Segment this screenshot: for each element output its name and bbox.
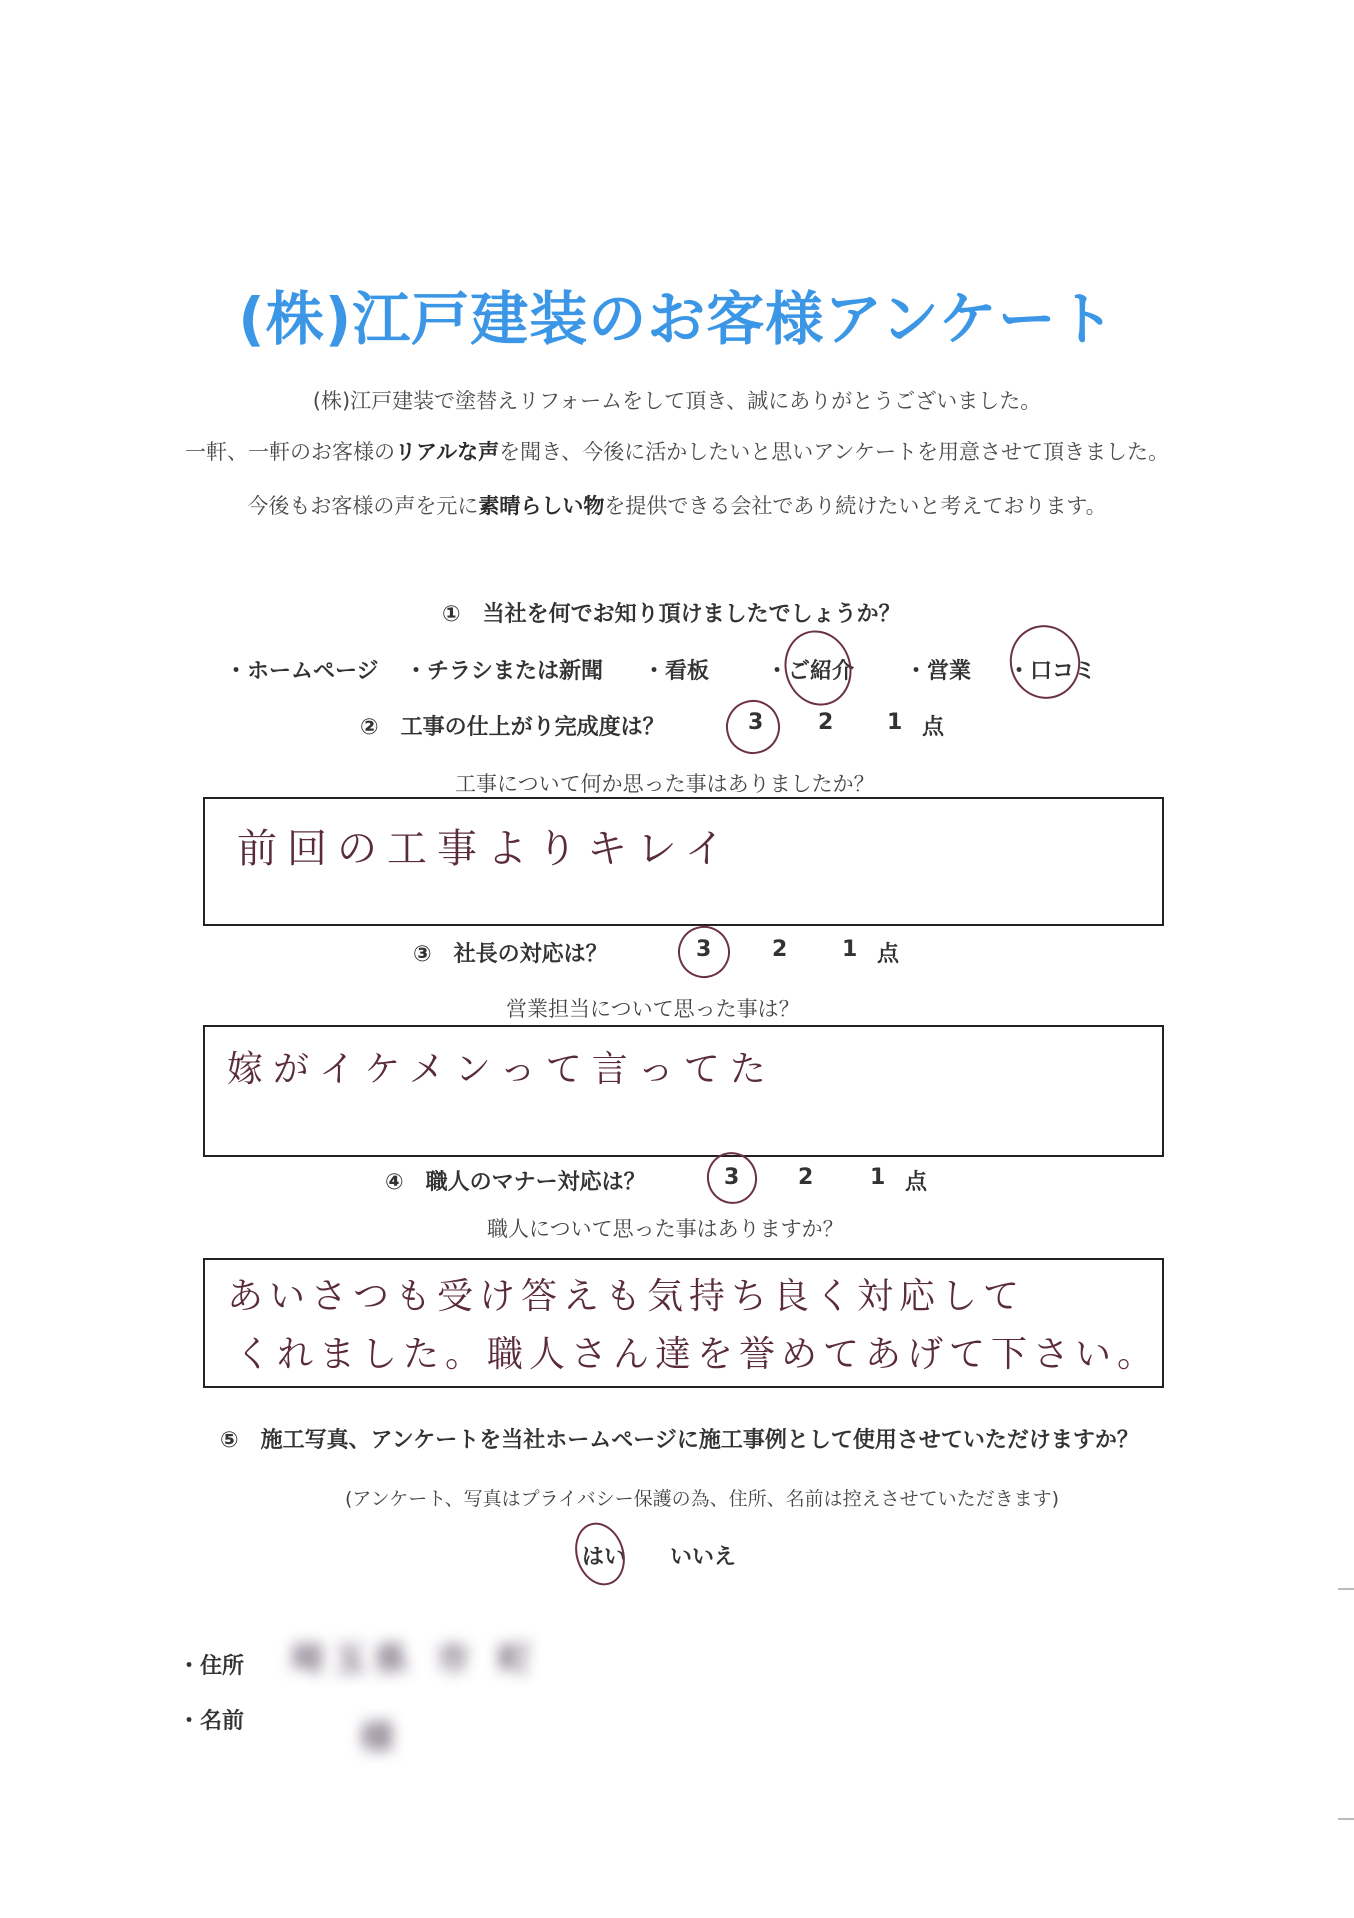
name-label: ・名前 [178, 1709, 245, 1734]
q4-score-2[interactable]: 2 [798, 1165, 814, 1190]
q4-answer-box[interactable] [203, 1258, 1164, 1388]
address-label: ・住所 [178, 1654, 245, 1679]
name-value-blurred: 様 [360, 1718, 402, 1758]
survey-title: (株)江戸建装のお客様アンケート [238, 285, 1116, 353]
q2-prompt: 工事について何か思った事はありましたか？ [455, 772, 875, 796]
q5-question: ⑤ 施工写真、アンケートを当社ホームページに施工事例として使用させていただけますか？ [220, 1428, 1139, 1453]
q4-answer-line-2: くれました。職人さん達を誉めてあげて下さい。 [235, 1334, 1160, 1375]
q1-question: ① 当社を何でお知り頂けましたでしょうか？ [442, 602, 901, 627]
scan-edge-mark [1338, 1818, 1354, 1820]
q3-score-3[interactable]: 3 [696, 937, 712, 962]
q3-question: ③ 社長の対応は？ [413, 942, 608, 967]
q3-score-1[interactable]: 1 [842, 937, 858, 962]
intro-line-2-bold: リアルな声 [394, 440, 500, 464]
q1-option-referral[interactable]: ・ご紹介 [766, 659, 855, 684]
q4-score-3[interactable]: 3 [724, 1165, 740, 1190]
q1-option-sales[interactable]: ・営業 [905, 659, 972, 684]
q2-score-1[interactable]: 1 [887, 710, 903, 735]
q5-no-option[interactable]: いいえ [670, 1545, 737, 1570]
q3-score-unit: 点 [877, 942, 900, 967]
q4-question: ④ 職人のマナー対応は？ [385, 1170, 646, 1195]
intro-line-2-pre: 一軒、一軒のお客様の [184, 440, 395, 464]
intro-line-2-post: を聞き、今後に活かしたいと思いアンケートを用意させて頂きました。 [499, 440, 1170, 464]
referral-circle-mark [775, 622, 861, 715]
q3-selected-circle-mark [671, 919, 737, 985]
q4-prompt: 職人について思った事はありますか？ [487, 1217, 844, 1241]
address-value-blurred: 埼玉県 市 町 [290, 1640, 540, 1680]
scan-edge-mark [1338, 1588, 1354, 1590]
q2-question: ② 工事の仕上がり完成度は？ [360, 715, 665, 740]
intro-line-3-post: を提供できる会社であり続けたいと考えております。 [604, 494, 1107, 518]
intro-line-3-pre: 今後もお客様の声を元に [247, 494, 479, 518]
q4-answer-line-1: あいさつも受け答えも気持ち良く対応して [227, 1276, 1026, 1317]
q3-answer-text: 嫁がイケメンって言ってた [227, 1049, 776, 1090]
q5-privacy-note: (アンケート、写真はプライバシー保護の為、住所、名前は控えさせていただきます) [345, 1488, 1060, 1510]
q2-score-2[interactable]: 2 [818, 710, 834, 735]
q2-score-3[interactable]: 3 [748, 710, 764, 735]
q3-score-2[interactable]: 2 [772, 937, 788, 962]
q4-score-1[interactable]: 1 [870, 1165, 886, 1190]
q5-selected-circle-mark [567, 1516, 632, 1592]
q1-option-homepage[interactable]: ・ホームページ [225, 659, 379, 684]
q3-prompt: 営業担当について思った事は？ [506, 997, 800, 1021]
intro-line-2 [0, 436, 1354, 466]
intro-line-3-bold: 素晴らしい物 [478, 494, 605, 518]
q2-answer-text: 前回の工事よりキレイ [237, 826, 735, 872]
intro-line-3 [0, 490, 1354, 520]
intro-line-1: (株)江戸建装で塗替えリフォームをして頂き、誠にありがとうございました。 [312, 389, 1042, 413]
q2-selected-circle-mark [719, 693, 787, 761]
q1-option-word-of-mouth[interactable]: ・口コミ [1008, 659, 1097, 684]
q3-answer-box[interactable] [203, 1025, 1164, 1157]
q2-answer-box[interactable] [203, 797, 1164, 926]
q2-score-unit: 点 [922, 715, 945, 740]
word-of-mouth-circle-mark [1000, 616, 1089, 708]
q1-option-flyer[interactable]: ・チラシまたは新聞 [405, 659, 604, 684]
q1-option-signboard[interactable]: ・看板 [643, 659, 710, 684]
q5-yes-option[interactable]: はい [582, 1545, 627, 1570]
q4-score-unit: 点 [905, 1170, 928, 1195]
